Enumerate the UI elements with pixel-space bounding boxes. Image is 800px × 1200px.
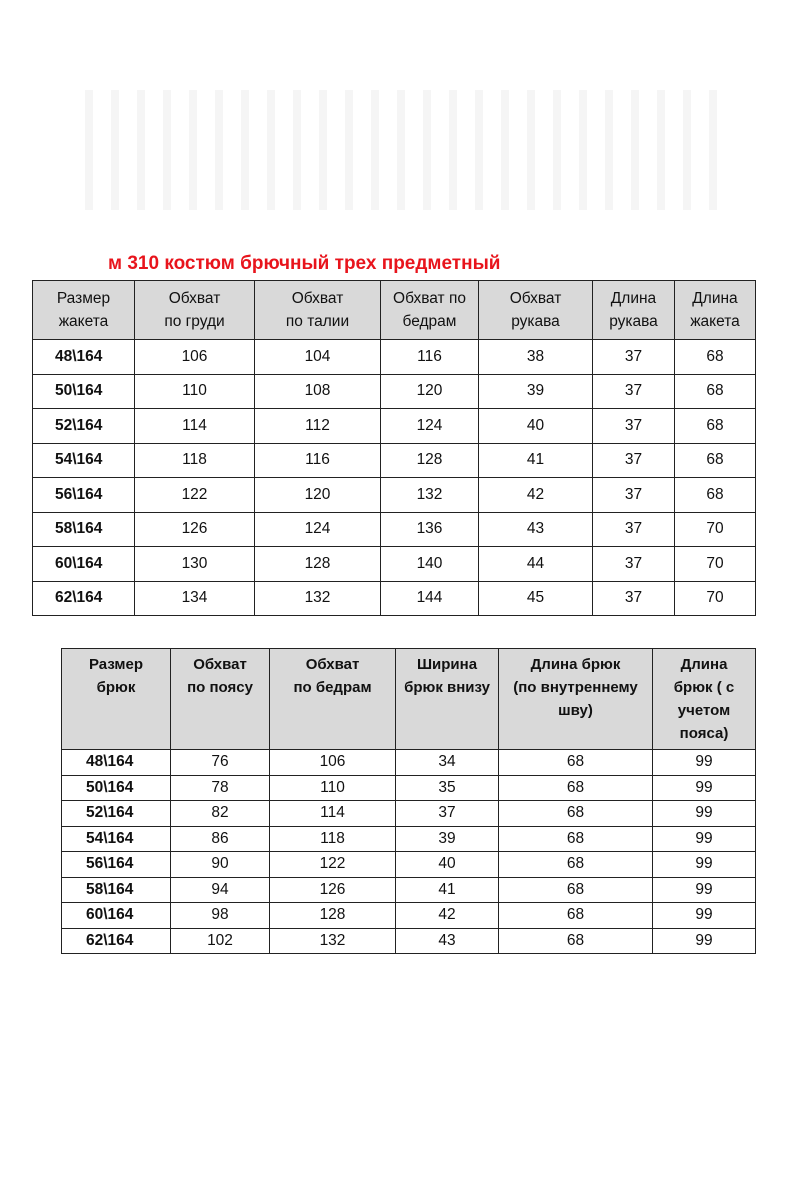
trousers-header-cell: Обхват по бедрам xyxy=(270,649,396,750)
trousers-value-cell: 34 xyxy=(396,750,499,776)
jacket-value-cell: 122 xyxy=(135,478,255,513)
trousers-value-cell: 99 xyxy=(653,750,756,776)
jacket-size-table xyxy=(32,280,756,616)
jacket-value-cell: 37 xyxy=(593,443,675,478)
jacket-value-cell: 45 xyxy=(479,581,593,616)
trousers-value-cell: 102 xyxy=(171,928,270,954)
jacket-size-cell: 54\164 xyxy=(33,443,135,478)
jacket-value-cell: 132 xyxy=(255,581,381,616)
trousers-row xyxy=(62,877,756,903)
jacket-value-cell: 118 xyxy=(135,443,255,478)
trousers-header-cell: Длина брюк (по внутреннему шву) xyxy=(499,649,653,750)
trousers-value-cell: 94 xyxy=(171,877,270,903)
jacket-value-cell: 37 xyxy=(593,581,675,616)
jacket-value-cell: 114 xyxy=(135,409,255,444)
trousers-value-cell: 78 xyxy=(171,775,270,801)
jacket-value-cell: 43 xyxy=(479,512,593,547)
jacket-value-cell: 37 xyxy=(593,547,675,582)
trousers-header-cell: Длина брюк ( с учетом пояса) xyxy=(653,649,756,750)
jacket-row xyxy=(33,581,756,616)
trousers-header-cell: Обхват по поясу xyxy=(171,649,270,750)
trousers-size-cell: 50\164 xyxy=(62,775,171,801)
jacket-value-cell: 68 xyxy=(675,340,756,375)
trousers-size-cell: 58\164 xyxy=(62,877,171,903)
jacket-value-cell: 128 xyxy=(255,547,381,582)
page-title: м 310 костюм брючный трех предметный xyxy=(108,253,501,274)
jacket-value-cell: 44 xyxy=(479,547,593,582)
trousers-value-cell: 99 xyxy=(653,928,756,954)
jacket-size-cell: 56\164 xyxy=(33,478,135,513)
trousers-value-cell: 40 xyxy=(396,852,499,878)
jacket-value-cell: 120 xyxy=(255,478,381,513)
jacket-value-cell: 134 xyxy=(135,581,255,616)
jacket-value-cell: 116 xyxy=(381,340,479,375)
jacket-value-cell: 126 xyxy=(135,512,255,547)
trousers-value-cell: 68 xyxy=(499,928,653,954)
background-watermark xyxy=(85,90,725,210)
jacket-size-cell: 60\164 xyxy=(33,547,135,582)
trousers-size-table xyxy=(61,648,756,954)
trousers-value-cell: 132 xyxy=(270,928,396,954)
jacket-row xyxy=(33,512,756,547)
jacket-header-cell: Обхват по талии xyxy=(255,281,381,340)
trousers-value-cell: 90 xyxy=(171,852,270,878)
trousers-value-cell: 99 xyxy=(653,775,756,801)
jacket-row xyxy=(33,443,756,478)
jacket-value-cell: 39 xyxy=(479,374,593,409)
trousers-size-cell: 48\164 xyxy=(62,750,171,776)
jacket-size-cell: 48\164 xyxy=(33,340,135,375)
trousers-value-cell: 43 xyxy=(396,928,499,954)
jacket-value-cell: 112 xyxy=(255,409,381,444)
jacket-row xyxy=(33,340,756,375)
trousers-size-cell: 60\164 xyxy=(62,903,171,929)
trousers-value-cell: 122 xyxy=(270,852,396,878)
trousers-row xyxy=(62,928,756,954)
jacket-value-cell: 68 xyxy=(675,443,756,478)
trousers-value-cell: 39 xyxy=(396,826,499,852)
jacket-row xyxy=(33,374,756,409)
trousers-header-row xyxy=(62,649,756,750)
jacket-value-cell: 37 xyxy=(593,512,675,547)
jacket-value-cell: 104 xyxy=(255,340,381,375)
trousers-value-cell: 76 xyxy=(171,750,270,776)
jacket-size-cell: 62\164 xyxy=(33,581,135,616)
jacket-value-cell: 68 xyxy=(675,409,756,444)
jacket-value-cell: 144 xyxy=(381,581,479,616)
trousers-value-cell: 82 xyxy=(171,801,270,827)
jacket-header-cell: Длина рукава xyxy=(593,281,675,340)
trousers-value-cell: 99 xyxy=(653,852,756,878)
trousers-value-cell: 37 xyxy=(396,801,499,827)
trousers-value-cell: 68 xyxy=(499,903,653,929)
jacket-value-cell: 130 xyxy=(135,547,255,582)
jacket-header-row xyxy=(33,281,756,340)
jacket-size-cell: 58\164 xyxy=(33,512,135,547)
trousers-value-cell: 86 xyxy=(171,826,270,852)
trousers-size-cell: 56\164 xyxy=(62,852,171,878)
jacket-value-cell: 136 xyxy=(381,512,479,547)
jacket-value-cell: 70 xyxy=(675,547,756,582)
trousers-value-cell: 106 xyxy=(270,750,396,776)
jacket-value-cell: 42 xyxy=(479,478,593,513)
jacket-body xyxy=(33,340,756,616)
trousers-row xyxy=(62,826,756,852)
jacket-row xyxy=(33,478,756,513)
trousers-value-cell: 99 xyxy=(653,801,756,827)
trousers-size-cell: 54\164 xyxy=(62,826,171,852)
trousers-body xyxy=(62,750,756,954)
jacket-value-cell: 40 xyxy=(479,409,593,444)
trousers-value-cell: 99 xyxy=(653,903,756,929)
trousers-header-cell: Размер брюк xyxy=(62,649,171,750)
trousers-row xyxy=(62,801,756,827)
jacket-value-cell: 140 xyxy=(381,547,479,582)
trousers-row xyxy=(62,750,756,776)
trousers-value-cell: 98 xyxy=(171,903,270,929)
trousers-value-cell: 118 xyxy=(270,826,396,852)
jacket-header-cell: Обхват по бедрам xyxy=(381,281,479,340)
trousers-row xyxy=(62,903,756,929)
jacket-value-cell: 124 xyxy=(255,512,381,547)
trousers-value-cell: 35 xyxy=(396,775,499,801)
jacket-header-cell: Длина жакета xyxy=(675,281,756,340)
trousers-row xyxy=(62,775,756,801)
trousers-size-cell: 62\164 xyxy=(62,928,171,954)
trousers-value-cell: 68 xyxy=(499,877,653,903)
trousers-size-cell: 52\164 xyxy=(62,801,171,827)
jacket-size-cell: 50\164 xyxy=(33,374,135,409)
jacket-header-cell: Обхват рукава xyxy=(479,281,593,340)
trousers-value-cell: 68 xyxy=(499,826,653,852)
jacket-size-cell: 52\164 xyxy=(33,409,135,444)
jacket-value-cell: 70 xyxy=(675,581,756,616)
jacket-value-cell: 110 xyxy=(135,374,255,409)
trousers-value-cell: 114 xyxy=(270,801,396,827)
trousers-header-cell: Ширина брюк внизу xyxy=(396,649,499,750)
jacket-value-cell: 108 xyxy=(255,374,381,409)
jacket-header-cell: Размер жакета xyxy=(33,281,135,340)
trousers-value-cell: 68 xyxy=(499,750,653,776)
jacket-value-cell: 106 xyxy=(135,340,255,375)
jacket-value-cell: 37 xyxy=(593,340,675,375)
trousers-value-cell: 110 xyxy=(270,775,396,801)
jacket-row xyxy=(33,547,756,582)
jacket-row xyxy=(33,409,756,444)
jacket-value-cell: 68 xyxy=(675,478,756,513)
jacket-value-cell: 38 xyxy=(479,340,593,375)
jacket-value-cell: 41 xyxy=(479,443,593,478)
trousers-value-cell: 68 xyxy=(499,801,653,827)
trousers-value-cell: 126 xyxy=(270,877,396,903)
trousers-value-cell: 99 xyxy=(653,826,756,852)
jacket-value-cell: 68 xyxy=(675,374,756,409)
jacket-value-cell: 116 xyxy=(255,443,381,478)
jacket-value-cell: 120 xyxy=(381,374,479,409)
jacket-value-cell: 37 xyxy=(593,478,675,513)
trousers-value-cell: 41 xyxy=(396,877,499,903)
trousers-value-cell: 42 xyxy=(396,903,499,929)
jacket-value-cell: 128 xyxy=(381,443,479,478)
jacket-value-cell: 70 xyxy=(675,512,756,547)
trousers-value-cell: 99 xyxy=(653,877,756,903)
jacket-value-cell: 132 xyxy=(381,478,479,513)
jacket-header-cell: Обхват по груди xyxy=(135,281,255,340)
trousers-value-cell: 68 xyxy=(499,775,653,801)
trousers-row xyxy=(62,852,756,878)
jacket-value-cell: 37 xyxy=(593,409,675,444)
jacket-value-cell: 124 xyxy=(381,409,479,444)
trousers-value-cell: 68 xyxy=(499,852,653,878)
jacket-value-cell: 37 xyxy=(593,374,675,409)
trousers-value-cell: 128 xyxy=(270,903,396,929)
